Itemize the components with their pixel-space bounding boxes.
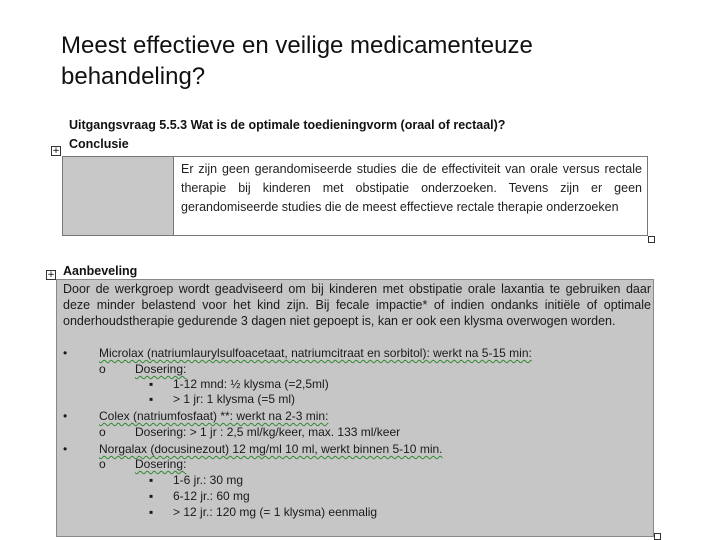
slide-title-line-2: behandeling? xyxy=(61,63,206,90)
slide-title-line-1: Meest effectieve en veilige medicamenteuze xyxy=(61,32,533,59)
dose-line: > 12 jr.: 120 mg (= 1 klysma) eenmalig xyxy=(173,505,378,519)
conclusion-text: Er zijn geen gerandomiseerde studies die de effectiviteit van orale versus rectale therapie bij kinderen met obstipatie onderzoeken. Tevens zijn er geen gerandomiseerde studies die de meest effectieve rectale therapie onderzoeken xyxy=(181,162,642,214)
dosage-line: Dosering: > 1 jr : 2,5 ml/kg/keer, max. 133 ml/keer xyxy=(135,425,401,439)
dosage-label: Dosering: xyxy=(135,362,187,376)
circle-marker: o xyxy=(99,457,106,471)
bullet-marker: • xyxy=(63,346,68,360)
dose-line: 1-6 jr.: 30 mg xyxy=(173,473,244,487)
circle-marker: o xyxy=(99,425,106,439)
advice-resize-handle[interactable] xyxy=(654,533,661,540)
dosage-label: Dosering: xyxy=(135,457,187,471)
conclusion-table xyxy=(62,156,648,236)
list-item-norgalax: Norgalax (docusinezout) 12 mg/ml 10 ml, werkt binnen 5-10 min. xyxy=(99,442,443,456)
table-resize-handle[interactable] xyxy=(648,236,655,243)
square-marker: ▪ xyxy=(149,473,154,487)
advice-heading: Aanbeveling xyxy=(63,264,138,278)
advice-intro: Door de werkgroep wordt geadviseerd om bij kinderen met obstipatie orale laxantia te gebruiken daar deze minder belastend voor het kind zijn. Bij fecale impactie* of indien ondanks initiële of optimale onderhoudstherapie gedurende 3 dagen niet gepoept is, kan er ook een klysma overwogen worden. xyxy=(63,282,651,328)
advice-box xyxy=(56,279,654,537)
list-item-colex: Colex (natriumfosfaat) **: werkt na 2-3 min: xyxy=(99,409,329,423)
slide-title xyxy=(61,30,681,92)
bullet-marker: • xyxy=(63,442,68,456)
square-marker: ▪ xyxy=(149,392,154,406)
list-item-microlax: Microlax (natriumlaurylsulfoacetaat, natriumcitraat en sorbitol): werkt na 5-15 min: xyxy=(99,346,532,360)
circle-marker: o xyxy=(99,362,106,376)
square-marker: ▪ xyxy=(149,377,154,391)
square-marker: ▪ xyxy=(149,505,154,519)
conclusion-label-cell xyxy=(63,157,174,235)
dose-line: 1-12 mnd: ½ klysma (=2,5ml) xyxy=(173,377,329,391)
conclusion-expand-icon[interactable]: + xyxy=(52,146,60,156)
dose-line: 6-12 jr.: 60 mg xyxy=(173,489,250,503)
conclusion-heading: Conclusie xyxy=(69,137,129,151)
square-marker: ▪ xyxy=(149,489,154,503)
bullet-marker: • xyxy=(63,409,68,423)
advice-expand-icon[interactable]: + xyxy=(47,270,55,280)
dose-line: > 1 jr: 1 klysma (=5 ml) xyxy=(173,392,296,406)
question-heading: Uitgangsvraag 5.5.3 Wat is de optimale toedieningvorm (oraal of rectaal)? xyxy=(69,118,506,132)
